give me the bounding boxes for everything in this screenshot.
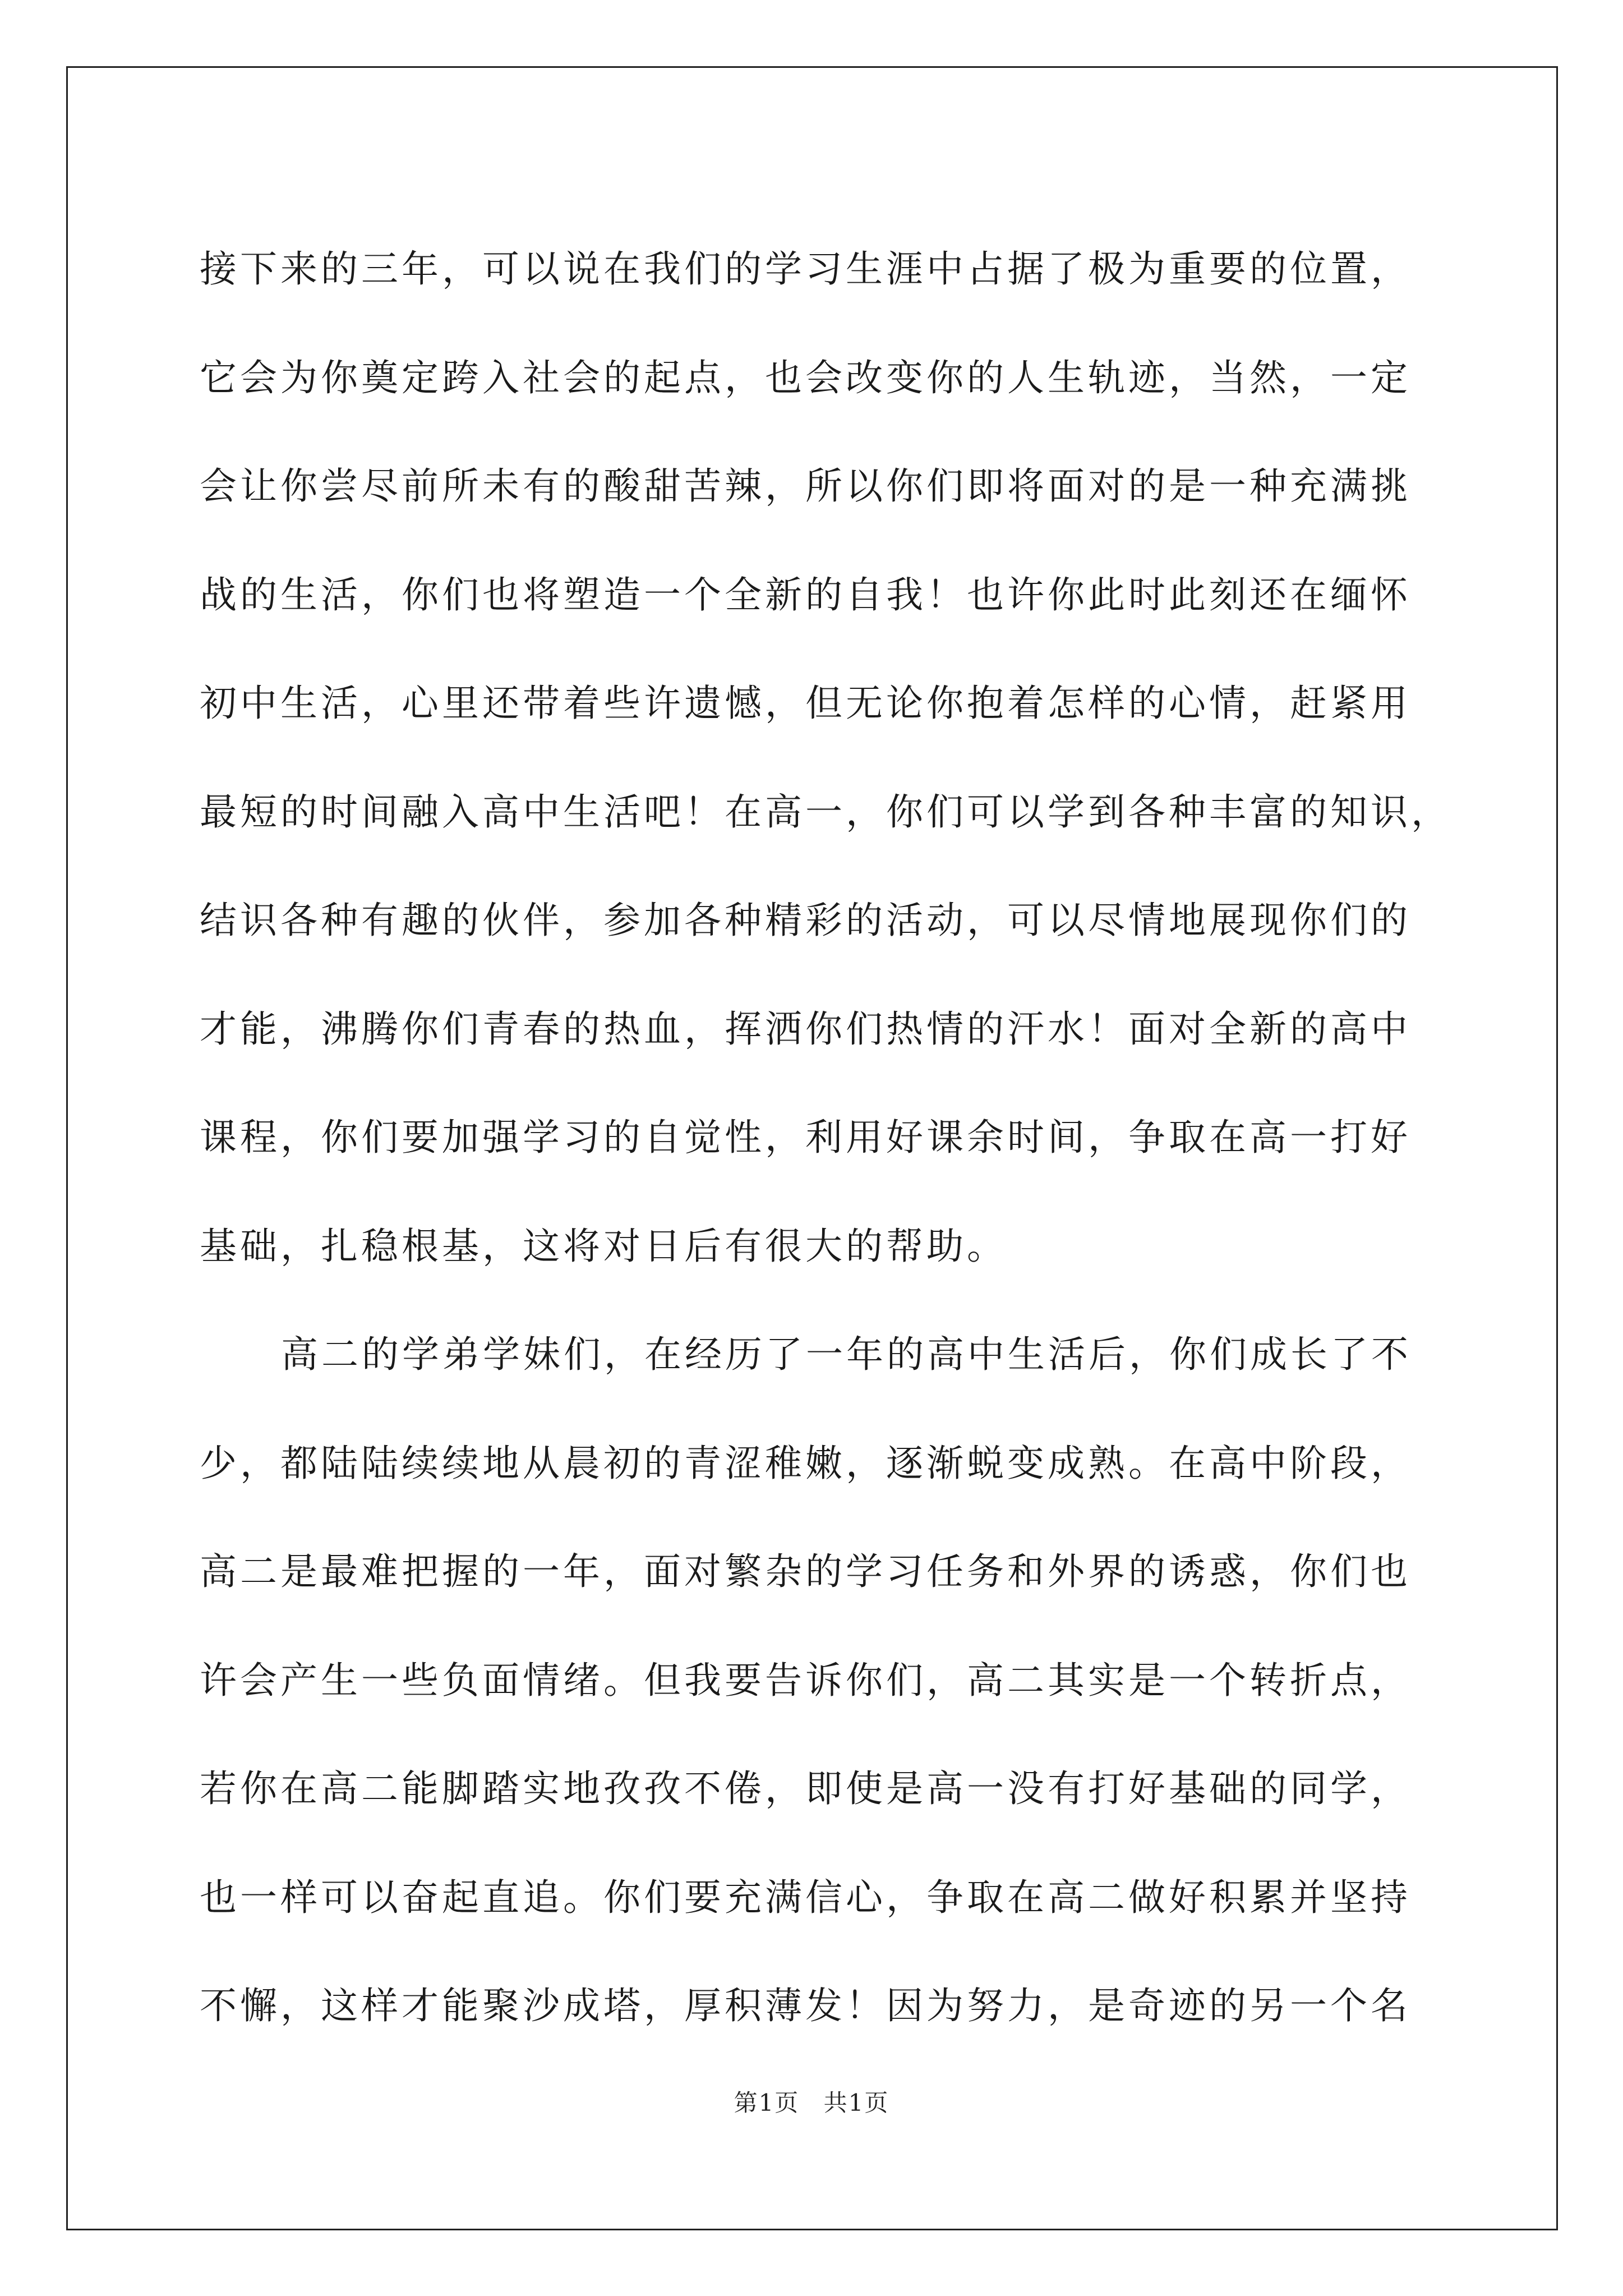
text-line: 若你在高二能脚踏实地孜孜不倦，即使是高一没有打好基础的同学， — [200, 1767, 1411, 1810]
text-line: 初中生活，心里还带着些许遗憾，但无论你抱着怎样的心情，赶紧用 — [200, 682, 1411, 725]
text-line: 基础，扎稳根基，这将对日后有很大的帮助。 — [200, 1224, 1007, 1268]
text-line: 高二是最难把握的一年，面对繁杂的学习任务和外界的诱惑，你们也 — [200, 1550, 1411, 1593]
page-footer — [0, 2085, 1623, 2118]
paragraph-first-line: 高二的学弟学妹们，在经历了一年的高中生活后，你们成长了不 — [281, 1333, 1412, 1376]
text-line: 少，都陆陆续续地从晨初的青涩稚嫩，逐渐蜕变成熟。在高中阶段， — [200, 1441, 1411, 1485]
text-line: 它会为你奠定跨入社会的起点，也会改变你的人生轨迹，当然，一定 — [200, 356, 1411, 399]
text-line: 也一样可以奋起直追。你们要充满信心，争取在高二做好积累并坚持 — [200, 1875, 1411, 1919]
document-body — [200, 215, 1451, 2060]
page-number-current: 第1页 — [734, 2089, 800, 2116]
text-line: 课程，你们要加强学习的自觉性，利用好课余时间，争取在高一打好 — [200, 1116, 1411, 1159]
text-line: 才能，沸腾你们青春的热血，挥洒你们热情的汗水！面对全新的高中 — [200, 1007, 1411, 1051]
text-line: 结识各种有趣的伙伴，参加各种精彩的活动，可以尽情地展现你们的 — [200, 899, 1411, 942]
text-line: 战的生活，你们也将塑造一个全新的自我！也许你此时此刻还在缅怀 — [200, 573, 1411, 616]
text-line: 接下来的三年，可以说在我们的学习生涯中占据了极为重要的位置， — [200, 247, 1411, 291]
text-line: 最短的时间融入高中生活吧！在高一，你们可以学到各种丰富的知识， — [200, 790, 1451, 834]
text-line: 许会产生一些负面情绪。但我要告诉你们，高二其实是一个转折点， — [200, 1658, 1411, 1702]
text-line: 会让你尝尽前所未有的酸甜苦辣，所以你们即将面对的是一种充满挑 — [200, 464, 1411, 508]
page-number-total: 共1页 — [823, 2089, 889, 2116]
text-line: 不懈，这样才能聚沙成塔，厚积薄发！因为努力，是奇迹的另一个名 — [200, 1984, 1411, 2027]
